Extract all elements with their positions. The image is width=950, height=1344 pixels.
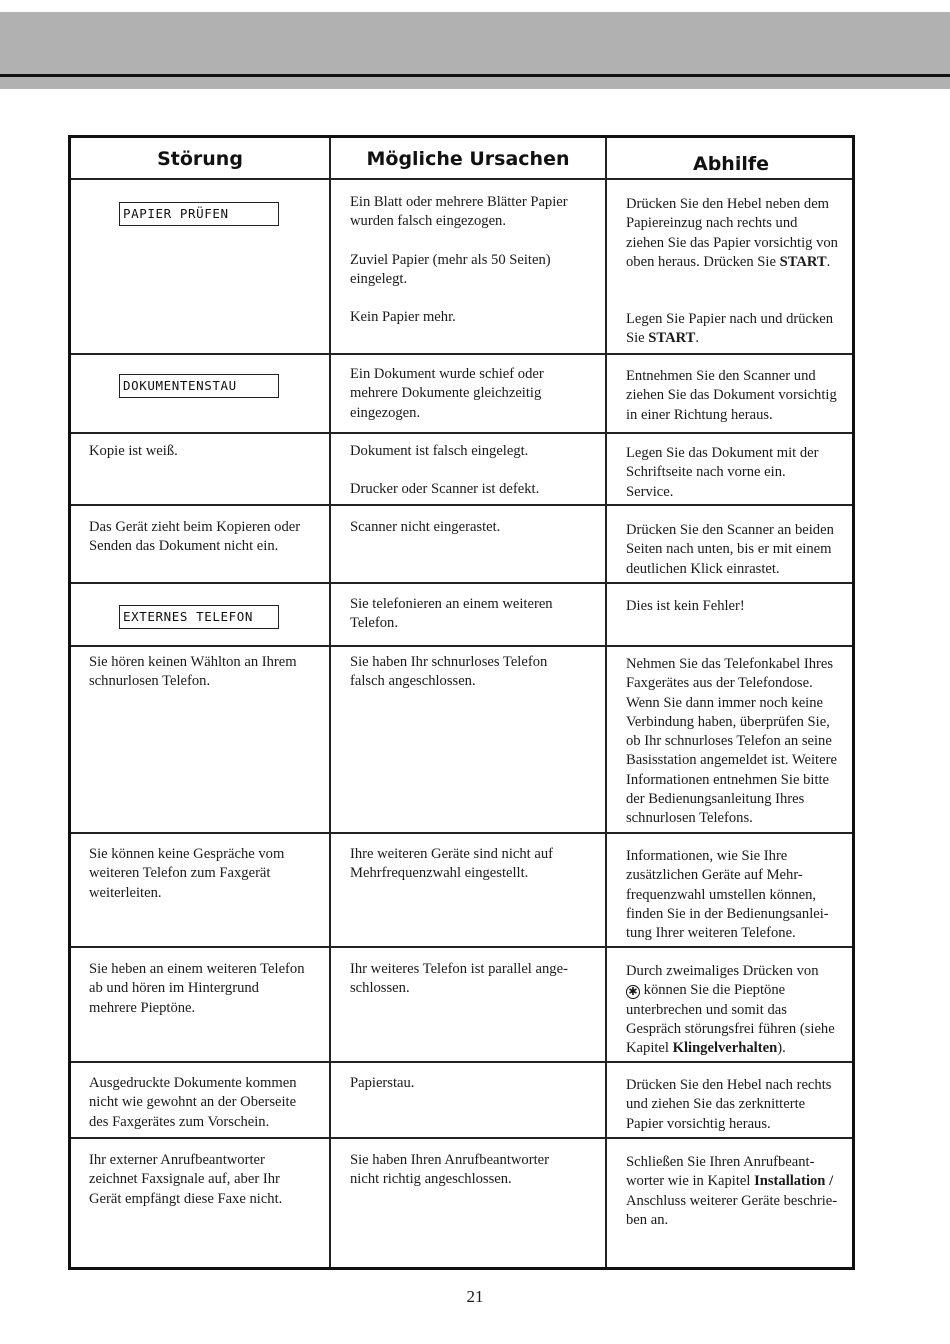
page-number: 21 [466, 1287, 484, 1306]
row-divider [71, 582, 852, 584]
column-divider-1 [329, 138, 331, 1267]
header-stoerung: Störung [157, 148, 243, 170]
cause-text: Sie haben Ihr schnurloses Telefon falsch angeschlossen. [350, 654, 548, 690]
cause-text: Sie haben Ihren Anrufbeantworter nicht richtig angeschlossen. [350, 1152, 549, 1188]
header-band [0, 12, 950, 75]
cause-text: Sie telefonieren an einem weiteren Telefon. [350, 596, 553, 632]
cause-text: Ein Blatt oder mehrere Blätter Papier wurden falsch eingezogen. Zuviel Papier (mehr als 50 Seiten) eingelegt. [350, 194, 568, 288]
remedy-text: Dies ist kein Fehler! [626, 598, 745, 614]
start-key-label: START [648, 330, 696, 347]
header-ursachen: Mögliche Ursachen [366, 148, 570, 170]
cause-text: Dokument ist falsch eingelegt. [350, 443, 529, 459]
header-band-lower [0, 77, 950, 89]
cause-text: Kein Papier mehr. [350, 309, 456, 325]
header-abhilfe: Abhilfe [692, 153, 769, 175]
column-divider-2 [605, 138, 607, 1267]
cause-text: Ein Dokument wurde schief oder mehrere Dokumente gleichzeitig eingezogen. [350, 366, 544, 421]
row-divider [71, 645, 852, 647]
chapter-reference: Klingelverhalten [672, 1040, 778, 1057]
lcd-display-dokumentenstau: DOKUMENTENSTAU [119, 374, 279, 398]
cause-text: Scanner nicht eingerastet. [350, 519, 501, 535]
lcd-display-papier-pruefen: PAPIER PRÜFEN [119, 202, 279, 226]
remedy-text: Nehmen Sie das Telefonkabel Ihres Faxgerätes aus der Telefondose. Wenn Sie dann immer noch keine Verbindung haben, überprüfen Sie, ob Ihr schnurloses Telefon an seine Basisstation angemeldet ist. Weitere Informationen entnehmen Sie bitte der Bedienungsanleitung Ihres schnurlosen Telefons. [626, 656, 837, 827]
cause-text: Ihre weiteren Geräte sind nicht auf Mehrfrequenzwahl eingestellt. [350, 846, 554, 882]
troubleshooting-table [68, 135, 855, 1270]
cause-text: Ihr weiteres Telefon ist parallel ange- schlossen. [350, 961, 568, 997]
row-divider [71, 353, 852, 355]
remedy-text: Durch zweimaliges Drücken von ✱ können Sie die Pieptöne unterbrechen und somit das Gespräch störungsfrei führen (siehe Kapitel Klingelverhalten). [626, 963, 835, 1057]
start-key-label: START [779, 253, 827, 270]
row-divider [71, 946, 852, 948]
star-key-icon: ✱ [626, 985, 640, 999]
row-divider [71, 178, 852, 180]
problem-text: Ausgedruckte Dokumente kommen nicht wie gewohnt an der Oberseite des Faxgerätes zum Vorschein. [89, 1075, 297, 1130]
problem-text: Sie heben an einem weiteren Telefon ab und hören im Hintergrund mehrere Pieptöne. [89, 961, 305, 1016]
remedy-text: Drücken Sie den Hebel neben dem Papiereinzug nach rechts und ziehen Sie das Papier vorsichtig von oben heraus. Drücken Sie START. [626, 196, 838, 270]
problem-text: Kopie ist weiß. [89, 443, 178, 459]
problem-text: Das Gerät zieht beim Kopieren oder Senden das Dokument nicht ein. [89, 519, 301, 555]
lcd-display-externes-telefon: EXTERNES TELEFON [119, 605, 279, 629]
row-divider [71, 1061, 852, 1063]
remedy-text: Schließen Sie Ihren Anrufbeant- worter wie in Kapitel Installation / Anschluss weiterer Geräte beschrie- ben an. [626, 1154, 838, 1228]
row-divider [71, 432, 852, 434]
problem-text: Sie hören keinen Wählton an Ihrem schnurlosen Telefon. [89, 654, 297, 690]
problem-text: Ihr externer Anrufbeantworter zeichnet Faxsignale auf, aber Ihr Gerät empfängt diese Faxe nicht. [89, 1152, 283, 1207]
cause-text: Drucker oder Scanner ist defekt. [350, 481, 540, 497]
remedy-text: Drücken Sie den Hebel nach rechts und ziehen Sie das zerknitterte Papier vorsichtig heraus. [626, 1077, 832, 1132]
problem-text: Sie können keine Gespräche vom weiteren Telefon zum Faxgerät weiterleiten. [89, 846, 285, 901]
remedy-text: Legen Sie Papier nach und drücken Sie START. [626, 311, 834, 347]
cause-text: Papierstau. [350, 1075, 415, 1091]
row-divider [71, 1137, 852, 1139]
remedy-text: Entnehmen Sie den Scanner und ziehen Sie das Dokument vorsichtig in einer Richtung heraus. [626, 368, 837, 423]
remedy-text: Legen Sie das Dokument mit der Schriftseite nach vorne ein. Service. [626, 445, 819, 500]
row-divider [71, 504, 852, 506]
remedy-text: Informationen, wie Sie Ihre zusätzlichen Geräte auf Mehr- frequenzwahl umstellen können, finden Sie in der Bedienungsanlei- tung Ihrer weiteren Telefone. [626, 848, 829, 942]
row-divider [71, 832, 852, 834]
remedy-text: Drücken Sie den Scanner an beiden Seiten nach unten, bis er mit einem deutlichen Klick einrastet. [626, 522, 834, 577]
chapter-reference: Installation / [754, 1173, 834, 1190]
